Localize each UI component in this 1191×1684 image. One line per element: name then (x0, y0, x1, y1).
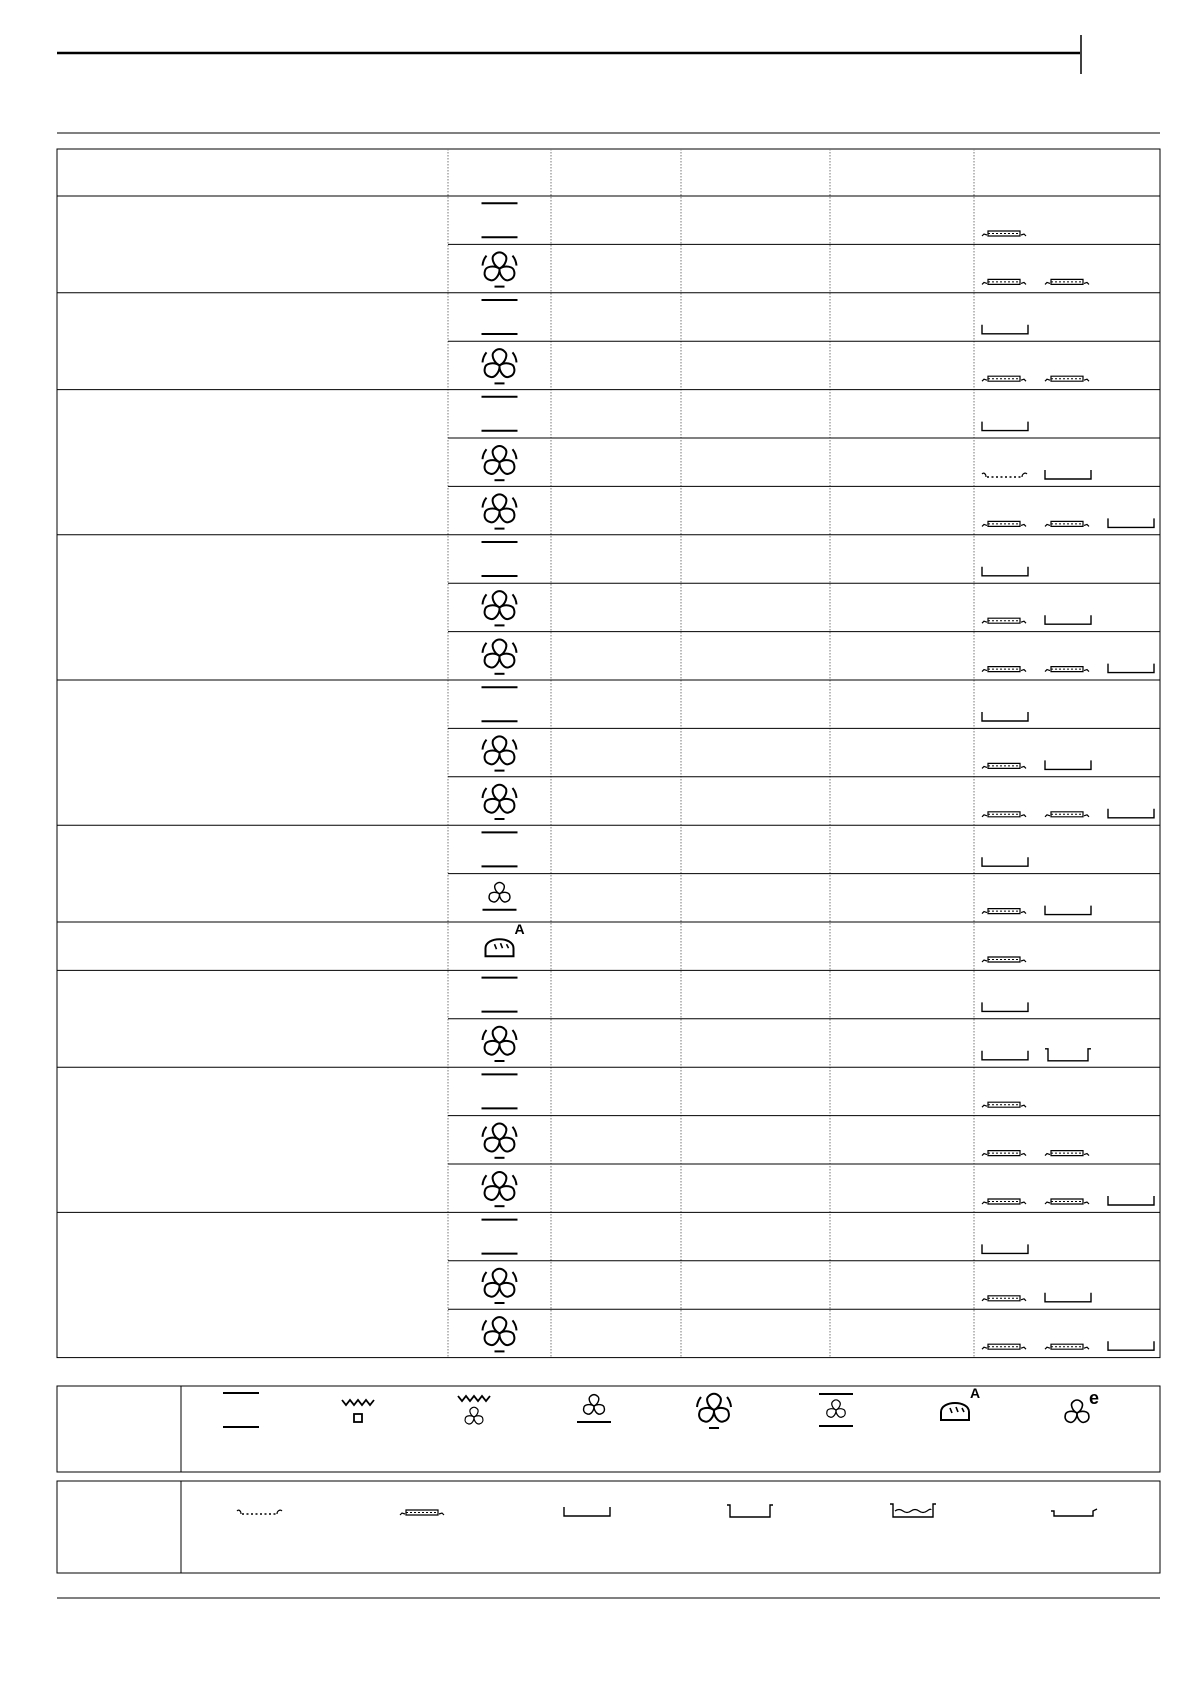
auto-letter: A (514, 921, 525, 938)
water-tray-icon (890, 1504, 936, 1517)
table-row (483, 882, 1092, 914)
grill-grid-icon (982, 909, 1026, 914)
flat-tray-icon (982, 567, 1028, 576)
top-bottom-heat-icon (482, 832, 518, 866)
grill-grid-icon (982, 1102, 1026, 1107)
table-row (482, 542, 1029, 576)
hot-air-icon (482, 349, 517, 383)
table-row (486, 921, 1027, 962)
grill-grid-icon (1045, 1151, 1089, 1156)
grill-grid-icon (982, 1199, 1026, 1204)
cooking-table (57, 149, 1160, 1358)
hot-air-icon (482, 640, 517, 674)
table-row (482, 978, 1029, 1012)
top-bottom-heat-icon (482, 1074, 518, 1108)
flat-tray-icon (1108, 518, 1154, 527)
grill-grid-icon (1045, 667, 1089, 672)
grill-grid-icon (982, 1151, 1026, 1156)
hot-air-icon (697, 1394, 732, 1428)
grill-grid-icon (1045, 1199, 1089, 1204)
table-row (482, 446, 1091, 480)
table-row (482, 397, 1029, 431)
grill-grid-icon (982, 231, 1026, 236)
table-row (482, 349, 1089, 383)
table-row (482, 687, 1029, 721)
mode-legend (57, 1385, 1160, 1472)
auto-letter: A (970, 1385, 981, 1401)
hot-air-icon (482, 494, 517, 528)
flat-tray-icon (982, 1244, 1028, 1253)
grill-grid-icon (982, 812, 1026, 817)
table-row (482, 252, 1089, 286)
grill-grid-icon (1045, 1344, 1089, 1349)
flat-tray-icon (1108, 1196, 1154, 1205)
eco-fan-icon (1063, 1388, 1099, 1424)
flat-tray-icon (1045, 906, 1091, 915)
flat-tray-icon (982, 857, 1028, 866)
top-bottom-heat-icon (482, 203, 518, 237)
top-bottom-heat-icon (482, 300, 518, 334)
hot-air-icon (482, 1172, 517, 1206)
top-bottom-heat-icon (482, 542, 518, 576)
grill-grid-icon (982, 763, 1026, 768)
top-bottom-heat-icon (482, 687, 518, 721)
flat-tray-icon (982, 422, 1028, 431)
table-row (482, 1124, 1089, 1158)
grill-grid-icon (400, 1510, 444, 1515)
grill-grid-icon (1045, 812, 1089, 817)
bread-auto-icon (486, 921, 525, 956)
flat-tray-icon (1045, 615, 1091, 624)
hot-air-icon (482, 1317, 517, 1351)
grill-grid-icon (982, 1344, 1026, 1349)
top-bottom-heat-icon (482, 1220, 518, 1254)
flat-tray-icon (1045, 470, 1091, 479)
grill-grid-icon (982, 376, 1026, 381)
grill-grid-icon (982, 667, 1026, 672)
hot-air-icon (482, 1269, 517, 1303)
grill-grid-icon (982, 1296, 1026, 1301)
hot-air-icon (482, 252, 517, 286)
flat-tray-icon (1108, 1341, 1154, 1350)
flat-tray-icon (1108, 809, 1154, 818)
table-row (482, 785, 1154, 819)
flat-tray-icon (1045, 1293, 1091, 1302)
wire-rack-icon (237, 1510, 282, 1514)
fan-bottom-heat-icon (483, 882, 517, 909)
bread-auto-icon (941, 1385, 980, 1420)
grill-small-icon (342, 1400, 374, 1422)
deep-tray-icon (727, 1505, 773, 1517)
slide-tray-icon (1051, 1509, 1097, 1516)
hot-air-icon (482, 785, 517, 819)
table-row (482, 736, 1091, 770)
grill-grid-icon (1045, 279, 1089, 284)
accessory-legend (57, 1481, 1160, 1573)
flat-tray-icon (1108, 664, 1154, 673)
eco-letter: e (1089, 1388, 1100, 1408)
top-bottom-heat-icon (482, 397, 518, 431)
grill-grid-icon (982, 279, 1026, 284)
table-row (482, 1317, 1154, 1351)
grill-grid-icon (982, 618, 1026, 623)
flat-tray-icon (982, 1002, 1028, 1011)
table-row (482, 1172, 1154, 1206)
table-row (482, 494, 1154, 528)
top-bottom-heat-icon (223, 1393, 259, 1427)
fan-top-bottom-heat-icon (819, 1394, 853, 1426)
deep-tray-icon (1045, 1049, 1091, 1061)
flat-tray-icon (982, 1051, 1028, 1060)
hot-air-icon (482, 446, 517, 480)
hot-air-icon (482, 591, 517, 625)
hot-air-icon (482, 736, 517, 770)
flat-tray-icon (982, 325, 1028, 334)
fan-bottom-heat-icon (577, 1395, 611, 1422)
flat-tray-icon (564, 1507, 610, 1516)
table-row (482, 1220, 1029, 1254)
wire-rack-icon (982, 473, 1027, 477)
hot-air-icon (482, 1027, 517, 1061)
table-row (482, 300, 1029, 334)
table-row (482, 591, 1091, 625)
hot-air-icon (482, 1124, 517, 1158)
flat-tray-icon (1045, 760, 1091, 769)
table-row (482, 203, 1027, 237)
grill-grid-icon (982, 957, 1026, 962)
table-row (482, 1027, 1091, 1061)
grill-grid-icon (982, 521, 1026, 526)
grill-fan-icon (458, 1396, 490, 1425)
table-row (482, 832, 1029, 866)
table-row (482, 640, 1154, 674)
table-row (482, 1269, 1091, 1303)
top-bottom-heat-icon (482, 978, 518, 1012)
flat-tray-icon (982, 712, 1028, 721)
table-row (482, 1074, 1027, 1108)
grill-grid-icon (1045, 521, 1089, 526)
grill-grid-icon (1045, 376, 1089, 381)
